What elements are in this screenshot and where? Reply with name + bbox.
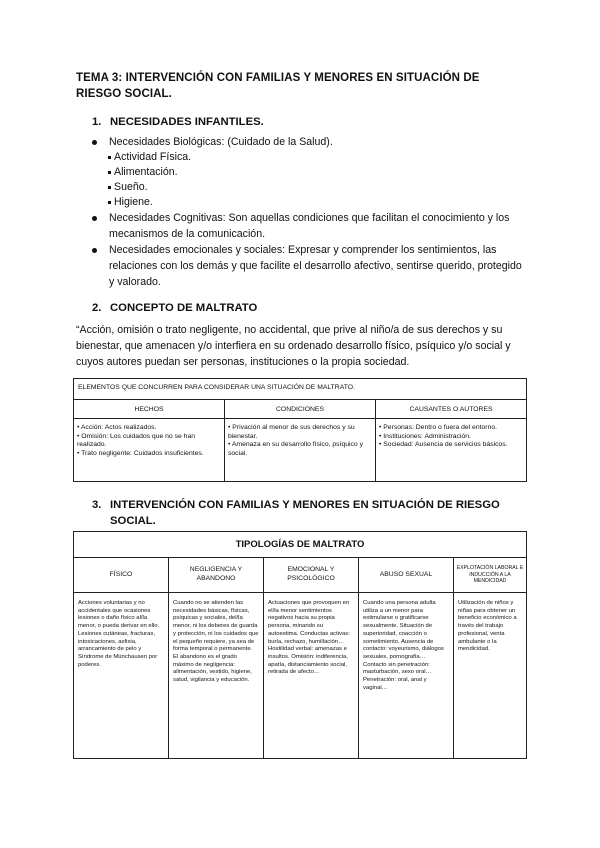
- section-3-heading: [92, 497, 522, 529]
- bullet-needs-emotional: Necesidades emocionales y sociales: Expresar y comprender los sentimientos, las relaciones con los demás y que facilite el desarrollo afectivo, sentirse querido, protegido y valorado.: [92, 242, 522, 290]
- header-explotacion: EXPLOTACIÓN LABORAL E INDUCCIÓN A LA MENDICIDAD: [454, 558, 527, 593]
- square-bullet-icon: [108, 156, 111, 159]
- cell-fisico: Acciones voluntarias y no accidentales que ocasiones lesiones o daño físico al/la menor, o pueda derivar en ello. Lesiones cutáneas, fracturas, intoxicaciones, asfixia, arrancamiento de pelo y Síndrome de Münchausen por poderes.: [74, 593, 169, 759]
- header-emocional: EMOCIONAL Y PSICOLÓGICO: [264, 558, 359, 593]
- typologies-table: [73, 531, 527, 759]
- bullet-needs-cognitive: Necesidades Cognitivas: Son aquellas condiciones que facilitan el conocimiento y los mecanismos de la comunicación.: [92, 210, 522, 242]
- header-hechos: HECHOS: [74, 400, 225, 419]
- section-3-title: INTERVENCIÓN CON FAMILIAS Y MENORES EN SITUACIÓN DE RIESGO SOCIAL.: [110, 499, 500, 527]
- bullet-needs-biological: Necesidades Biológicas: (Cuidado de la Salud).: [92, 134, 532, 150]
- page-title: TEMA 3: INTERVENCIÓN CON FAMILIAS Y MENORES EN SITUACIÓN DE RIESGO SOCIAL.: [76, 72, 480, 100]
- sub-item: Higiene.: [108, 195, 153, 210]
- header-condiciones: CONDICIONES: [225, 400, 376, 419]
- cell-negligencia: Cuando no se atienden las necesidades básicas, físicas, psíquicas y sociales, del/la menor, ni los deberes de guarda y protección, ni los cuidados que el pequeño requiere, ya sea de forma temporal o permanente. El abandono es el grado máximo de negligencia: alimentación, vestido, higiene, salud, vigilancia y educación.: [169, 593, 264, 759]
- maltreatment-definition: “Acción, omisión o trato negligente, no accidental, que prive al niño/a de sus derechos y su bienestar, que amenacen y/o interfiera en su ordenado desarrollo físico, psíquico y/o social y cuyos autores puedan ser personas, instituciones o la propia sociedad.: [76, 324, 511, 368]
- cell-condiciones: • Privación al menor de sus derechos y su bienestar. • Amenaza en su desarrollo físico, psíquico y social.: [225, 419, 376, 482]
- header-abuso-sexual: ABUSO SEXUAL: [359, 558, 454, 593]
- header-fisico: FÍSICO: [74, 558, 169, 593]
- typologies-table-caption: TIPOLOGÍAS DE MALTRATO: [74, 532, 527, 558]
- cell-hechos: • Acción: Actos realizados. • Omisión: Los cuidados que no se han realizado. • Trato negligente: Cuidados insuficientes.: [74, 419, 225, 482]
- section-1-heading: [92, 114, 264, 130]
- section-3-number: 3.: [92, 499, 102, 511]
- elements-table-caption: ELEMENTOS QUE CONCURREN PARA CONSIDERAR UNA SITUACIÓN DE MALTRATO.: [74, 379, 527, 400]
- header-causantes: CAUSANTES O AUTORES: [376, 400, 527, 419]
- cell-causantes: • Personas: Dentro o fuera del entorno. • Instituciones: Administración. • Sociedad: Ausencia de servicios básicos.: [376, 419, 527, 482]
- cell-explotacion: Utilización de niños y niñas para obtener un beneficio económico a través del trabajo profesional, venta ambulante o la mendicidad.: [454, 593, 527, 759]
- section-2-number: 2.: [92, 302, 102, 314]
- bullet-dot-icon: [92, 248, 97, 253]
- bullet-dot-icon: [92, 140, 97, 145]
- sub-item: Sueño.: [108, 180, 148, 195]
- sub-item: Alimentación.: [108, 165, 178, 180]
- square-bullet-icon: [108, 171, 111, 174]
- section-2-heading: [92, 300, 257, 316]
- section-2-title: CONCEPTO DE MALTRATO: [110, 302, 258, 314]
- sub-item: Actividad Física.: [108, 150, 191, 165]
- section-1-title: NECESIDADES INFANTILES.: [110, 116, 264, 128]
- bullet-dot-icon: [92, 216, 97, 221]
- header-negligencia: NEGLIGENCIA Y ABANDONO: [169, 558, 264, 593]
- elements-table: [73, 378, 527, 482]
- square-bullet-icon: [108, 186, 111, 189]
- cell-emocional: Actuaciones que provoquen en el/la menor sentimientos negativos hacia su propia persona, minando su autoestima. Conductas activas: burla, rechazo, humillación… Hostilidad verbal: amenazas e insultos. Omisión: indiferencia, apatía, distanciamiento social, retirada de afecto…: [264, 593, 359, 759]
- section-1-number: 1.: [92, 116, 102, 128]
- square-bullet-icon: [108, 201, 111, 204]
- cell-abuso-sexual: Cuando una persona adulta utiliza a un menor para estimularse o gratificarse sexualmente. Situación de superioridad, coacción o sometimiento. Ausencia de contacto: voyeurismo, diálogos sexuales, pornografía… Contacto sin penetración: masturbación, sexo oral… Penetración: oral, anal y vaginal…: [359, 593, 454, 759]
